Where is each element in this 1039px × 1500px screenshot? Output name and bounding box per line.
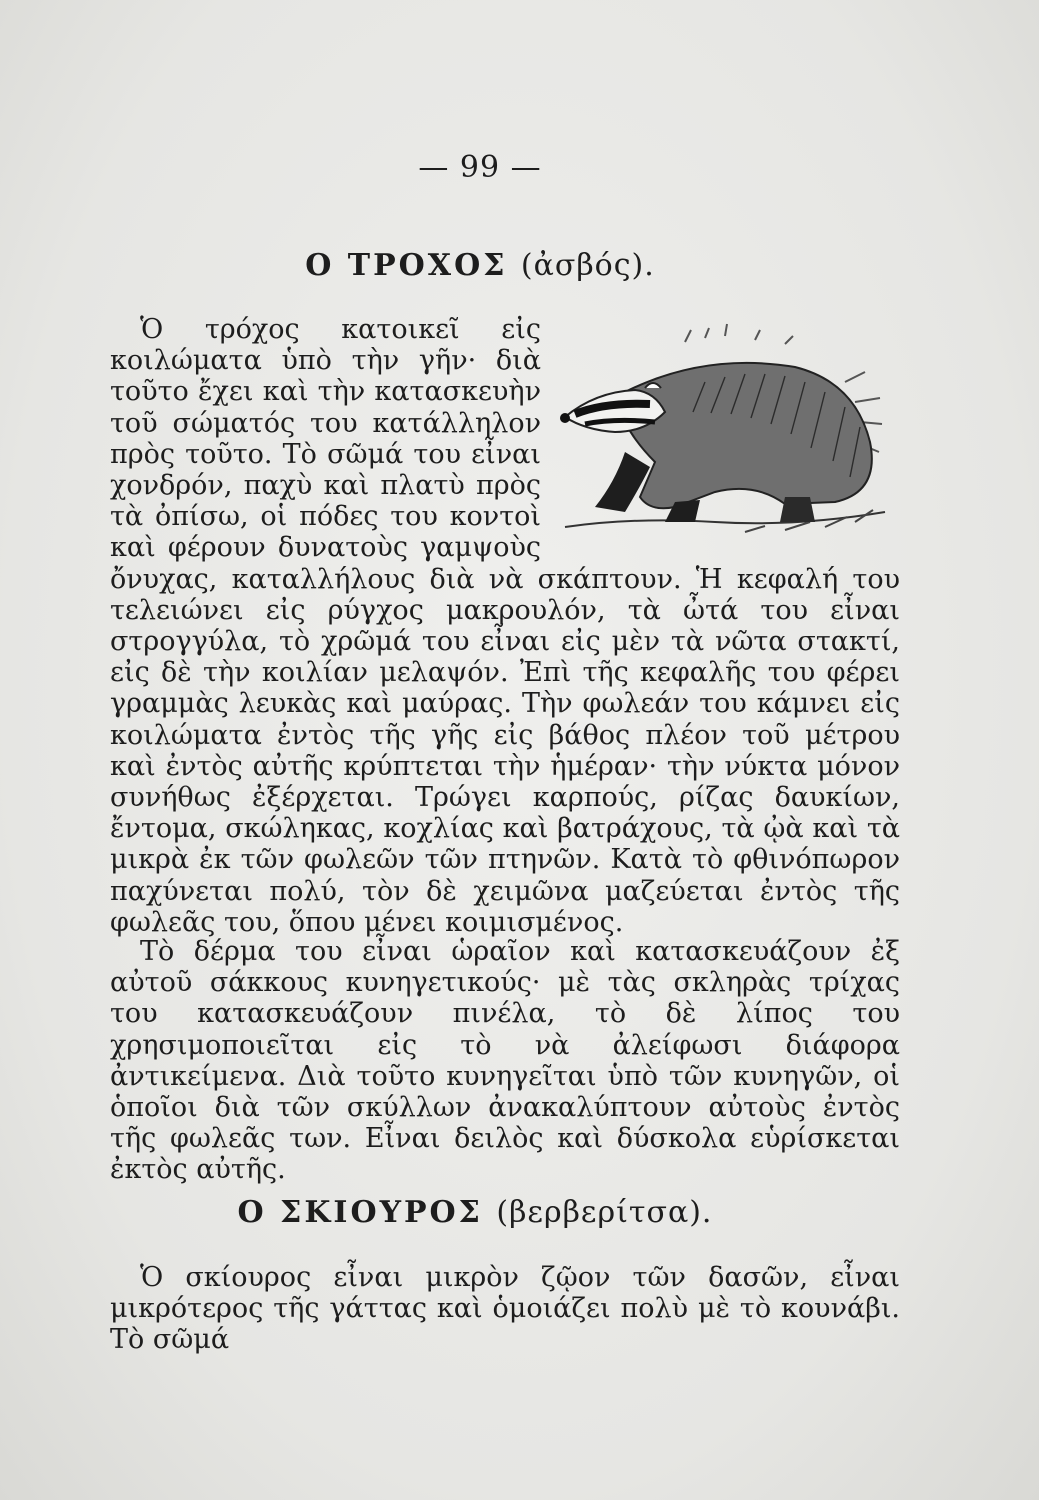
badger-paragraph-1 <box>110 314 900 938</box>
section-subtitle: (βερβερίτσα). <box>496 1195 713 1230</box>
section-subtitle: (ἀσβός). <box>520 248 655 283</box>
page-number: — 99 — <box>418 150 542 185</box>
section-title: Ο ΣΚΙΟΥΡΟΣ <box>237 1195 483 1230</box>
section-title: Ο ΤΡΟΧΟΣ <box>305 248 508 283</box>
section-heading-squirrel <box>0 1195 965 1230</box>
squirrel-paragraph-1: Ὁ σκίουρος εἶναι μικρὸν ζῷον τῶν δασῶν, εἶναι μικρότερος τῆς γάττας καὶ ὁμοιάζει πολὺ μὲ τὸ κουνάβι. Τὸ σῶμά <box>110 1262 900 1356</box>
paragraph-text: Ὁ τρόχος κατοικεῖ εἰς κοιλώματα ὑπὸ τὴν γῆν· διὰ τοῦτο ἔχει καὶ τὴν κατασκευὴν τοῦ σώματός του κατάλληλον πρὸς τοῦτο. Τὸ σῶμά του εἶναι χονδρόν, παχὺ καὶ πλατὺ πρὸς τὰ ὀπίσω, οἱ πόδες του κοντοὶ καὶ φέρουν δυνατοὺς γαμψοὺς ὄνυχας, καταλλήλους διὰ νὰ σκάπτουν. Ἡ κεφαλή του τελειώνει εἰς ρύγχος μακρουλόν, τὰ ὦτά του εἶναι στρογγύλα, τὸ χρῶμά του εἶναι εἰς μὲν τὰ νῶτα στακτί, εἰς δὲ τὴν κοιλίαν μελαψόν. Ἐπὶ τῆς κεφαλῆς του φέρει γραμμὰς λευκὰς καὶ μαύρας. Τὴν φωλεάν του κάμνει εἰς κοιλώματα ἐντὸς τῆς γῆς εἰς βάθος πλέον τοῦ μέτρου καὶ ἐντὸς αὐτῆς κρύπτεται τὴν ἡμέραν· τὴν νύκτα μόνον συνήθως ἐξέρχεται. Τρώγει καρπούς, ρίζας δαυκίων, ἔντομα, σκώληκας, κοχλίας καὶ βατράχους, τὰ ᾠὰ καὶ τὰ μικρὰ ἐκ τῶν φωλεῶν τῶν πτηνῶν. Κατὰ τὸ φθινόπωρον παχύνεται πολύ, τὸν δὲ χειμῶνα μαζεύεται ἐντὸς τῆς φωλεᾶς του, ὅπου μένει κοιμισμένος. <box>110 314 900 938</box>
badger-paragraph-2: Τὸ δέρμα του εἶναι ὡραῖον καὶ κατασκευάζουν ἐξ αὐτοῦ σάκκους κυνηγετικούς· μὲ τὰς σκληρὰς τρίχας του κατασκευάζουν πινέλα, τὸ δὲ λίπος του χρησιμοποιεῖται εἰς τὸ νὰ ἀλείφωσι διάφορα ἀντικείμενα. Διὰ τοῦτο κυνηγεῖται ὑπὸ τῶν κυνηγῶν, οἱ ὁποῖοι διὰ τῶν σκύλλων ἀνακαλύπτουν αὐτοὺς ἐντὸς τῆς φωλεᾶς των. Εἶναι δειλὸς καὶ δύσκολα εὑρίσκεται ἐκτὸς αὐτῆς. <box>110 936 900 1186</box>
section-heading-badger <box>0 248 970 283</box>
badger-illustration-icon <box>555 322 900 537</box>
